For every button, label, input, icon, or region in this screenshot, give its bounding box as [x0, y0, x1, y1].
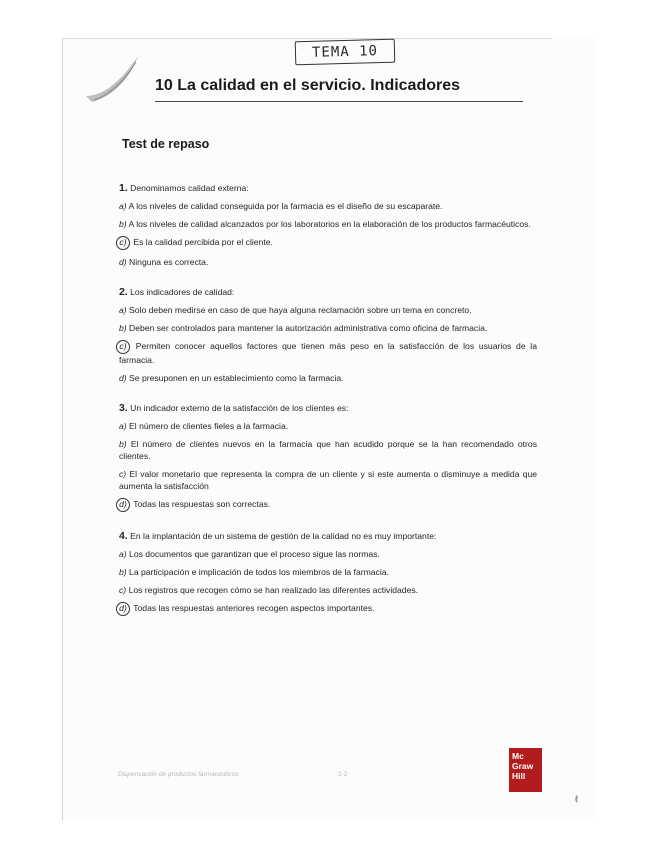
question-stem	[119, 182, 537, 194]
handwritten-tema-label: TEMA 10	[295, 39, 396, 66]
option-text: A los niveles de calidad alcanzados por los laboratorios en la elaboración de los productos farmacéuticos.	[128, 219, 531, 229]
answer-option	[119, 200, 537, 212]
answer-option	[119, 548, 537, 560]
option-letter: a)	[119, 305, 127, 315]
page-number: 2-2	[338, 771, 348, 778]
question-text: En la implantación de un sistema de gestión de la calidad no es muy importante:	[130, 531, 437, 541]
option-text: La participación e implicación de todos los miembros de la farmacia.	[129, 567, 389, 577]
option-letter: b)	[119, 439, 127, 449]
swoosh-logo-icon	[84, 50, 144, 110]
question-text: Los indicadores de calidad:	[130, 287, 235, 297]
question-block	[119, 530, 537, 616]
option-text: El número de clientes fieles a la farmacia.	[129, 421, 289, 431]
question-block	[119, 402, 537, 512]
option-text: El valor monetario que representa la compra de un cliente y si este aumenta o disminuye a medida que aumenta la satisfacción	[119, 469, 537, 491]
question-text: Un indicador externo de la satisfacción de los clientes es:	[130, 403, 349, 413]
question-text: Denominamos calidad externa:	[130, 183, 249, 193]
circled-option-letter: d)	[116, 498, 130, 512]
circled-option-letter: c)	[116, 340, 130, 354]
answer-option	[119, 218, 537, 230]
chapter-title: 10 La calidad en el servicio. Indicadores	[155, 77, 461, 94]
option-letter: d)	[119, 373, 127, 383]
question-stem	[119, 402, 537, 414]
option-text: Todas las respuestas anteriores recogen aspectos importantes.	[133, 603, 375, 613]
answer-option	[119, 340, 537, 366]
option-letter: b)	[119, 323, 127, 333]
option-text: Es la calidad percibida por el cliente.	[133, 237, 273, 247]
option-letter: d)	[119, 257, 127, 267]
mcgraw-hill-logo	[509, 748, 542, 792]
answer-option	[119, 322, 537, 334]
option-letter: b)	[119, 219, 127, 229]
option-text: Los registros que recogen cómo se han realizado las diferentes actividades.	[128, 585, 419, 595]
option-letter: a)	[119, 549, 127, 559]
answer-option	[119, 236, 537, 250]
option-text: Deben ser controlados para mantener la autorización administrativa como oficina de farmacia.	[129, 323, 488, 333]
question-number: 4.	[119, 530, 128, 542]
answer-option	[119, 468, 537, 492]
question-block	[119, 286, 537, 384]
answer-option	[119, 602, 537, 616]
answer-option	[119, 498, 537, 512]
option-text: Solo deben medirse en caso de que haya alguna reclamación sobre un tema en concreto.	[129, 305, 472, 315]
question-stem	[119, 530, 537, 542]
answer-option	[119, 372, 537, 384]
option-text: Ninguna es correcta.	[129, 257, 209, 267]
logo-line: Mc	[512, 751, 524, 761]
pen-mark: ℓ	[575, 794, 578, 804]
logo-line: Graw	[512, 761, 534, 771]
option-text: Permiten conocer aquellos factores que tienen más peso en la satisfacción de los usuarios de la farmacia.	[119, 341, 537, 365]
question-stem	[119, 286, 537, 298]
answer-option	[119, 256, 537, 268]
answer-option	[119, 420, 537, 432]
circled-option-letter: c)	[116, 236, 130, 250]
option-letter: a)	[119, 421, 127, 431]
option-letter: b)	[119, 567, 127, 577]
circled-option-letter: d)	[116, 602, 130, 616]
question-number: 1.	[119, 182, 128, 194]
page-top-edge	[62, 38, 552, 39]
option-text: Los documentos que garantizan que el proceso sigue las normas.	[129, 549, 380, 559]
option-text: A los niveles de calidad conseguida por la farmacia es el diseño de su escaparate.	[128, 201, 443, 211]
option-letter: c)	[119, 469, 127, 479]
answer-option	[119, 584, 537, 596]
footer-text: Dispensación de productos farmacéuticos	[118, 771, 239, 778]
question-number: 3.	[119, 402, 128, 414]
option-letter: a)	[119, 201, 127, 211]
option-text: El número de clientes nuevos en la farmacia que han acudido porque se la han recomendado otros clientes.	[119, 439, 537, 461]
option-text: Todas las respuestas son correctas.	[133, 499, 271, 509]
answer-option	[119, 438, 537, 462]
answer-option	[119, 304, 537, 316]
question-number: 2.	[119, 286, 128, 298]
option-text: Se presuponen en un establecimiento como la farmacia.	[129, 373, 344, 383]
questions-list	[119, 182, 537, 634]
answer-option	[119, 566, 537, 578]
logo-line: Hill	[512, 771, 526, 781]
title-underline	[155, 101, 523, 102]
question-block	[119, 182, 537, 268]
section-title: Test de repaso	[122, 137, 210, 151]
option-letter: c)	[119, 585, 127, 595]
